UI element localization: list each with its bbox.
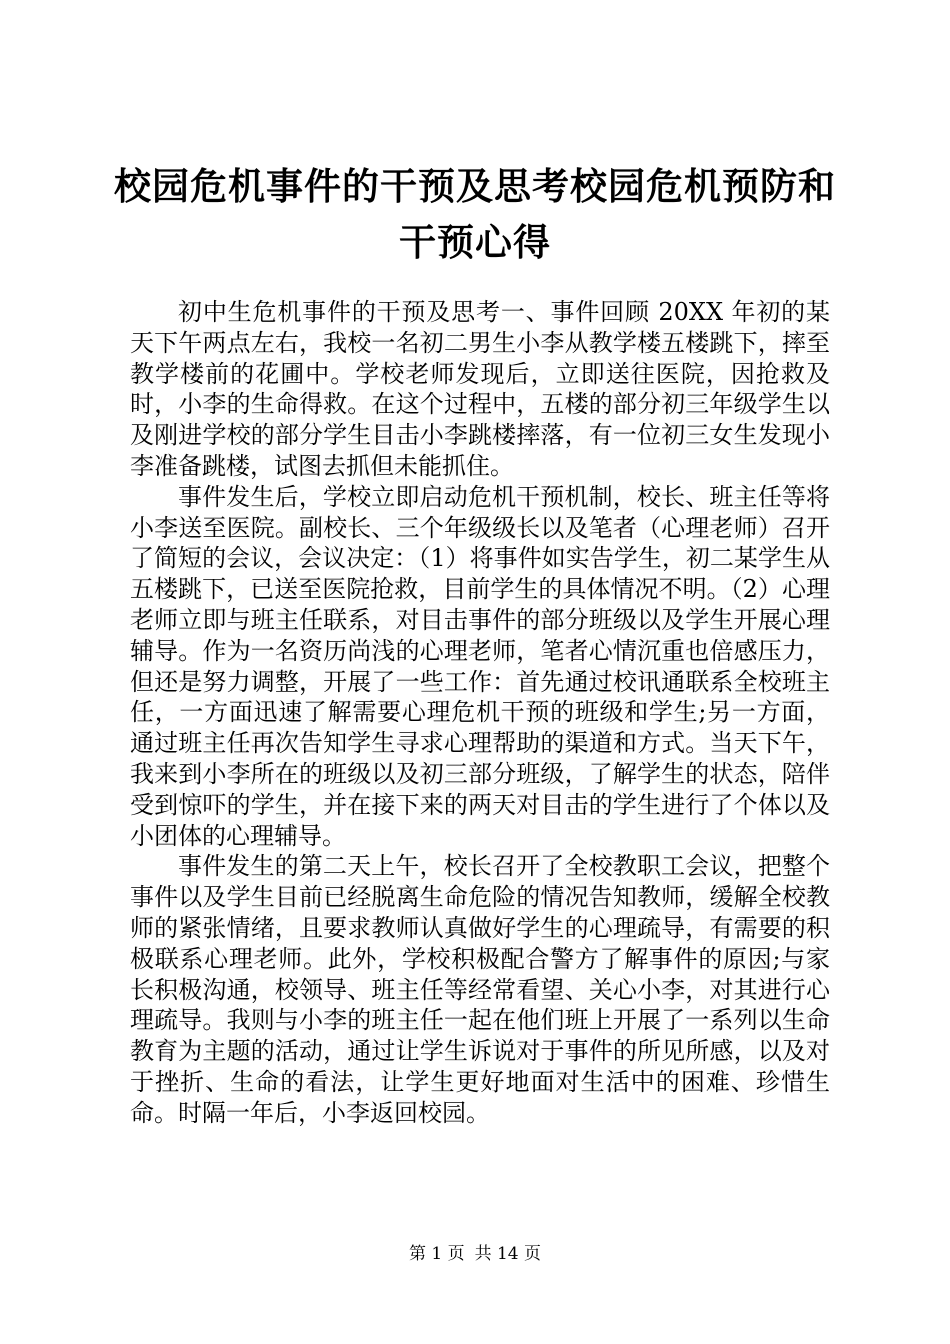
- paragraph-3: 事件发生的第二天上午，校长召开了全校教职工会议，把整个事件以及学生目前已经脱离生命危险的情况告知教师，缓解全校教师的紧张情绪，且要求教师认真做好学生的心理疏导，有需要的积极联系心理老师。此外，学校积极配合警方了解事件的原因;与家长积极沟通，校领导、班主任等经常看望、关心小李，对其进行心理疏导。我则与小李的班主任一起在他们班上开展了一系列以生命教育为主题的活动，通过让学生诉说对于事件的所见所感，以及对于挫折、生命的看法，让学生更好地面对生活中的困难、珍惜生命。时隔一年后，小李返回校园。: [130, 852, 830, 1127]
- page-total: 共 14 页: [474, 1244, 542, 1264]
- paragraph-1: 初中生危机事件的干预及思考一、事件回顾 20XX 年初的某天下午两点左右，我校一名初二男生小李从教学楼五楼跳下，摔至教学楼前的花圃中。学校老师发现后，立即送往医院，因抢救及时，小李的生命得救。在这个过程中，五楼的部分初三年级学生以及刚进学校的部分学生目击小李跳楼摔落，有一位初三女生发现小李准备跳楼，试图去抓但未能抓住。: [130, 298, 830, 480]
- document-body: [130, 297, 830, 1129]
- document-title: 校园危机事件的干预及思考校园危机预防和干预心得: [114, 164, 836, 264]
- paragraph-2: 事件发生后，学校立即启动危机干预机制，校长、班主任等将小李送至医院。副校长、三个年级级长以及笔者（心理老师）召开了简短的会议，会议决定：（1）将事件如实告学生，初二某学生从五楼跳下，已送至医院抢救，目前学生的具体情况不明。（2）心理老师立即与班主任联系，对目击事件的部分班级以及学生开展心理辅导。作为一名资历尚浅的心理老师，笔者心情沉重也倍感压力，但还是努力调整，开展了一些工作：首先通过校讯通联系全校班主任，一方面迅速了解需要心理危机干预的班级和学生;另一方面，通过班主任再次告知学生寻求心理帮助的渠道和方式。当天下午，我来到小李所在的班级以及初三部分班级，了解学生的状态，陪伴受到惊吓的学生，并在接下来的两天对目击的学生进行了个体以及小团体的心理辅导。: [130, 482, 830, 850]
- page-number: 第 1 页: [408, 1244, 465, 1264]
- page-footer: [0, 1243, 950, 1265]
